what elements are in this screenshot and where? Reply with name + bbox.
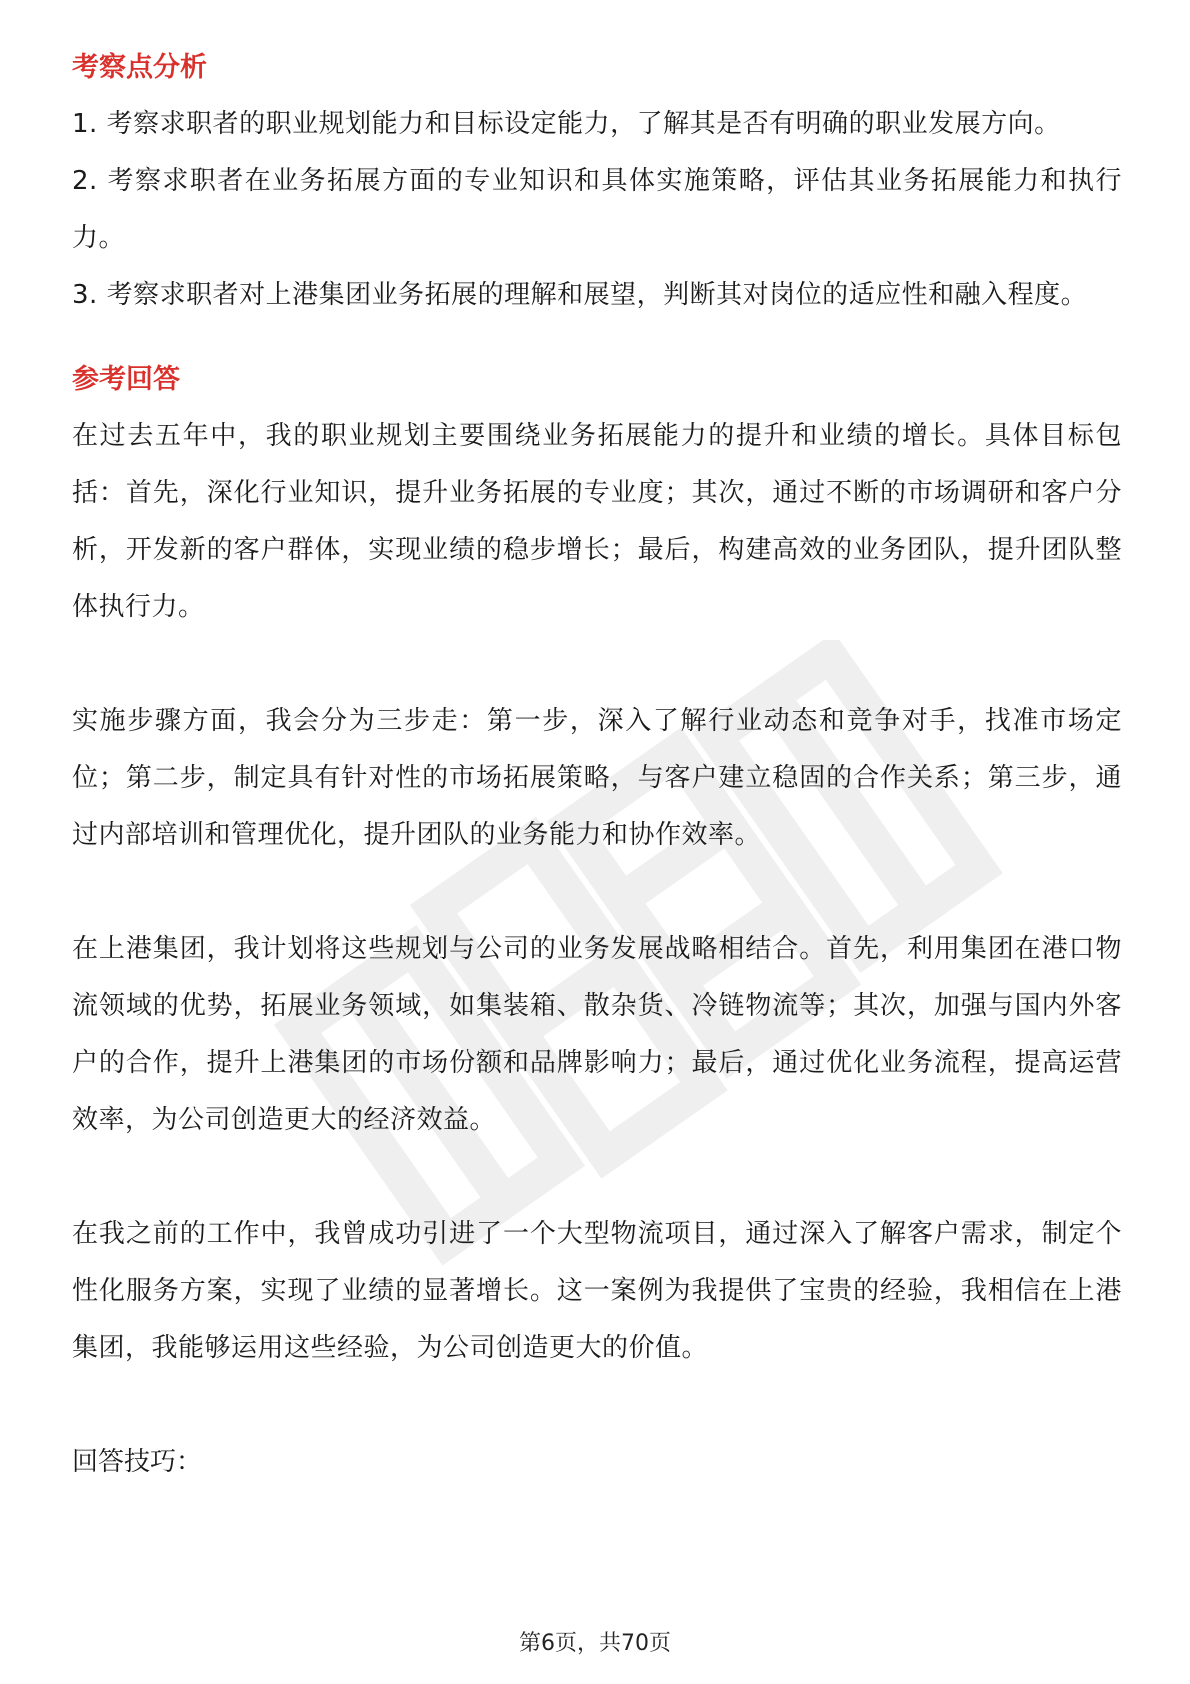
tips-label: 回答技巧： — [72, 1447, 203, 1477]
answer-paragraph-1: 在过去五年中，我的职业规划主要围绕业务拓展能力的提升和业绩的增长。具体目标包括：首先，深化行业知识，提升业务拓展的专业度；其次，通过不断的市场调研和客户分析，开发新的客户群体，实现业绩的稳步增长；最后，构建高效的业务团队，提升团队整体执行力。 — [72, 421, 1122, 622]
page-number: 第6页，共70页 — [519, 1631, 671, 1656]
answer-paragraph-3: 在上港集团，我计划将这些规划与公司的业务发展战略相结合。首先，利用集团在港口物流领域的优势，拓展业务领域，如集装箱、散杂货、冷链物流等；其次，加强与国内外客户的合作，提升上港集团的市场份额和品牌影响力；最后，通过优化业务流程，提高运营效率，为公司创造更大的经济效益。 — [72, 934, 1122, 1135]
answer-paragraph-4: 在我之前的工作中，我曾成功引进了一个大型物流项目，通过深入了解客户需求，制定个性化服务方案，实现了业绩的显著增长。这一案例为我提供了宝贵的经验，我相信在上港集团，我能够运用这些经验，为公司创造更大的价值。 — [72, 1219, 1122, 1363]
answer-paragraph-2: 实施步骤方面，我会分为三步走：第一步，深入了解行业动态和竞争对手，找准市场定位；第二步，制定具有针对性的市场拓展策略，与客户建立稳固的合作关系；第三步，通过内部培训和管理优化，提升团队的业务能力和协作效率。 — [72, 706, 1122, 850]
analysis-point-3: 3. 考察求职者对上港集团业务拓展的理解和展望，判断其对岗位的适应性和融入程度。 — [72, 280, 1088, 310]
analysis-heading: 考察点分析 — [72, 52, 207, 83]
document-page — [72, 48, 1122, 1491]
answer-heading: 参考回答 — [72, 364, 180, 395]
analysis-point-1: 1. 考察求职者的职业规划能力和目标设定能力，了解其是否有明确的职业发展方向。 — [72, 109, 1061, 139]
analysis-point-2: 2. 考察求职者在业务拓展方面的专业知识和具体实施策略，评估其业务拓展能力和执行力。 — [72, 166, 1122, 253]
